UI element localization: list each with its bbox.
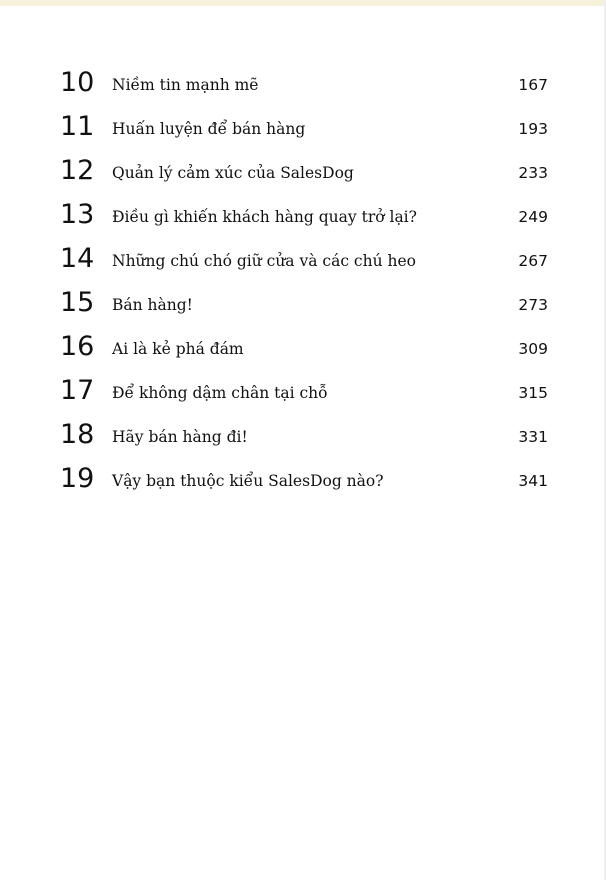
chapter-number: 11: [60, 111, 95, 142]
chapter-title: Vậy bạn thuộc kiểu SalesDog nào?: [112, 472, 384, 490]
top-strip: [0, 0, 606, 6]
page-number: 331: [518, 428, 548, 446]
chapter-number: 12: [60, 155, 95, 186]
page-number: 267: [518, 252, 548, 270]
chapter-number: 15: [60, 287, 95, 318]
page-number: 167: [518, 76, 548, 94]
chapter-number: 13: [60, 199, 95, 230]
page-number: 341: [518, 472, 548, 490]
page-number: 233: [518, 164, 548, 182]
page-number: 249: [518, 208, 548, 226]
chapter-title: Ai là kẻ phá đám: [112, 340, 244, 358]
toc-entry-19: [60, 458, 548, 502]
chapter-title: Quản lý cảm xúc của SalesDog: [112, 164, 354, 182]
chapter-number: 17: [60, 375, 95, 406]
chapter-number: 16: [60, 331, 95, 362]
toc-entry-16: [60, 326, 548, 370]
chapter-number: 10: [60, 67, 95, 98]
toc-entry-14: [60, 238, 548, 282]
toc-entry-18: [60, 414, 548, 458]
chapter-number: 14: [60, 243, 95, 274]
toc-entry-15: [60, 282, 548, 326]
toc-entry-13: [60, 194, 548, 238]
toc-entry-12: [60, 150, 548, 194]
chapter-title: Niềm tin mạnh mẽ: [112, 76, 259, 94]
page-number: 193: [518, 120, 548, 138]
page-number: 273: [518, 296, 548, 314]
chapter-number: 18: [60, 419, 95, 450]
chapter-title: Bán hàng!: [112, 296, 193, 314]
chapter-title: Để không dậm chân tại chỗ: [112, 384, 328, 402]
chapter-title: Huấn luyện để bán hàng: [112, 120, 306, 138]
page-number: 309: [518, 340, 548, 358]
toc-entry-11: [60, 106, 548, 150]
table-of-contents: [60, 62, 548, 502]
chapter-title: Điều gì khiến khách hàng quay trở lại?: [112, 208, 417, 226]
toc-entry-10: [60, 62, 548, 106]
chapter-number: 19: [60, 463, 95, 494]
chapter-title: Những chú chó giữ cửa và các chú heo: [112, 252, 416, 270]
page-number: 315: [518, 384, 548, 402]
toc-entry-17: [60, 370, 548, 414]
chapter-title: Hãy bán hàng đi!: [112, 428, 248, 446]
